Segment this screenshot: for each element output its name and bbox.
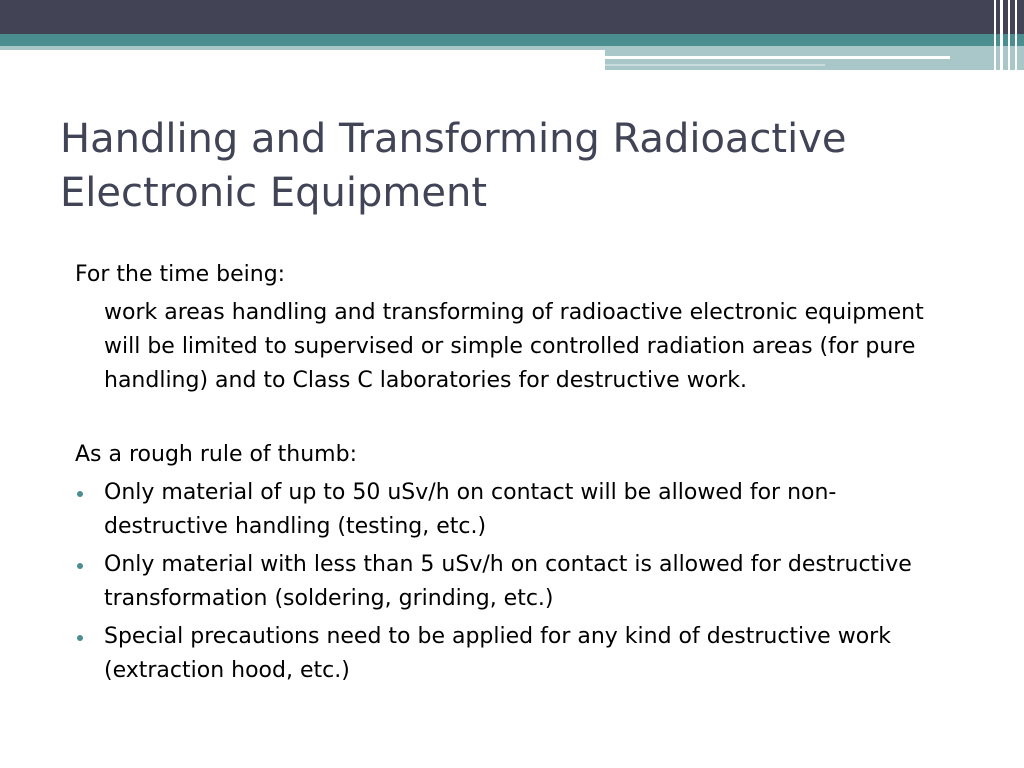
list-item [75, 620, 955, 688]
bullet-icon [77, 563, 83, 569]
header-light-bar-left [0, 46, 605, 50]
slide-title: Handling and Transforming Radioactive Electronic Equipment [60, 116, 847, 216]
intro-text: work areas handling and transforming of radioactive electronic equipment will be limited to supervised or simple controlled radiation areas (for pure handling) and to Class C laboratories for destructive work. [104, 300, 924, 393]
list-item-text: Only material with less than 5 uSv/h on contact is allowed for destructive transformation (soldering, grinding, etc.) [104, 552, 912, 611]
header-white-line [605, 56, 950, 59]
list-item [75, 548, 955, 616]
header-vertical-stripe [1000, 0, 1003, 70]
header-teal-bar [0, 34, 1024, 46]
paragraph-spacer [75, 398, 955, 438]
rule-heading: As a rough rule of thumb: [75, 442, 357, 467]
list-item-text: Only material of up to 50 uSv/h on contact will be allowed for non-destructive handling (testing, etc.) [104, 480, 837, 539]
header-vertical-stripe [1008, 0, 1010, 70]
list-item-text: Special precautions need to be applied for any kind of destructive work (extraction hood, etc.) [104, 624, 891, 683]
header-vertical-stripe [994, 0, 996, 70]
header-dark-bar [0, 0, 1024, 34]
list-item [75, 476, 955, 544]
bullet-icon [77, 635, 83, 641]
intro-heading: For the time being: [75, 262, 286, 287]
header-vertical-stripe [1015, 0, 1017, 70]
bullet-icon [77, 491, 83, 497]
header-accent-line [605, 64, 825, 66]
bullet-list [75, 476, 955, 688]
slide-body [75, 258, 955, 692]
